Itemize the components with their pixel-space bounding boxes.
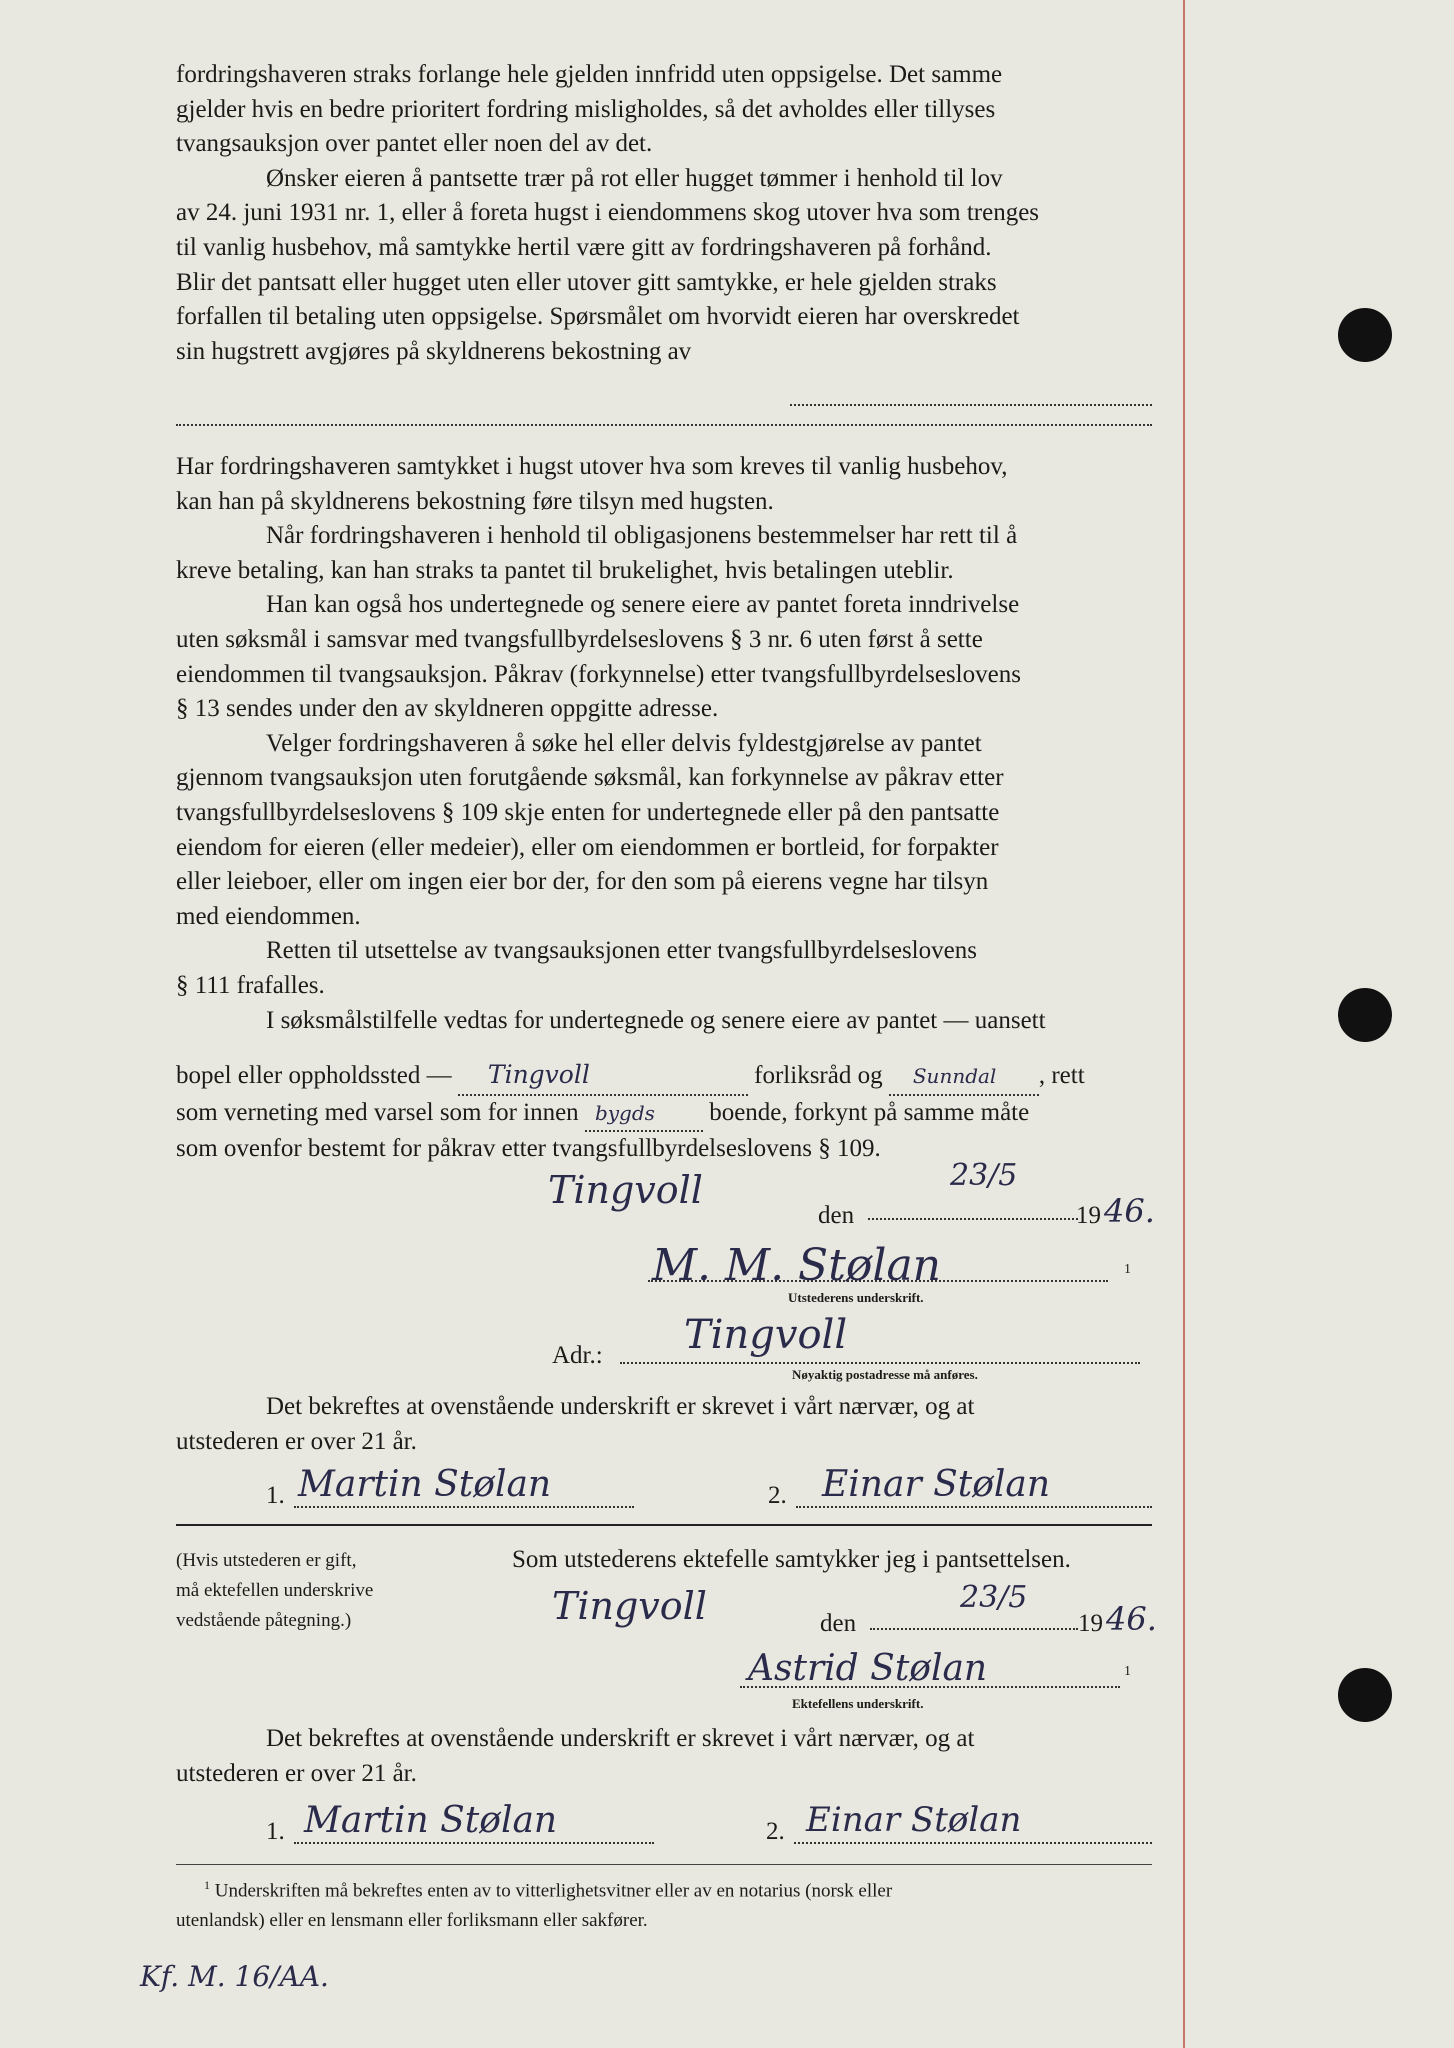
spouse-note-line: (Hvis utstederen er gift, — [176, 1550, 357, 1571]
venue-text-3: som ovenfor bestemt for påkrav etter tvangsfullbyrdelseslovens § 109. — [176, 1135, 881, 1163]
text-line: fordringshaveren straks forlange hele gjelden innfridd uten oppsigelse. Det samme — [176, 61, 1003, 88]
text-line: med eiendommen. — [176, 902, 361, 930]
text-line: Blir det pantsatt eller hugget uten eller utover gitt samtykke, er hele gjelden straks — [176, 268, 997, 296]
handwritten-place: Tingvoll — [548, 1168, 703, 1212]
witness-text-line: Det bekreftes at ovenstående underskrift er skrevet i vårt nærvær, og at — [266, 1393, 975, 1420]
text-line: sin hugstrett avgjøres på skyldnerens bekostning av — [176, 337, 692, 365]
handwritten-year: 46. — [1106, 1600, 1157, 1638]
text-line: kan han på skyldnerens bekostning føre tilsyn med hugsten. — [176, 487, 774, 515]
venue-clause — [176, 1058, 1152, 1167]
spouse-note-line: må ektefellen underskrive — [176, 1580, 374, 1601]
venue-text-1c: , rett — [1038, 1062, 1085, 1089]
footnote-line: Underskriften må bekreftes enten av to vitterlighetsvitner eller av en notarius (norsk eller — [214, 1880, 893, 1902]
witness-number-1: 1. — [266, 1818, 285, 1845]
address-label: Adr.: — [552, 1342, 603, 1369]
blank-dotted-line — [176, 418, 1152, 426]
text-line: § 111 frafalles. — [176, 971, 325, 999]
witness-statement-2 — [176, 1722, 1152, 1791]
footnote-line: utenlandsk) eller en lensmann eller forliksmann eller sakfører. — [176, 1910, 648, 1932]
text-line: Har fordringshaveren samtykket i hugst utover hva som kreves til vanlig husbehov, — [176, 453, 1008, 480]
handwritten-date: 23/5 — [960, 1580, 1028, 1615]
text-line: I søksmålstilfelle vedtas for undertegnede og senere eiere av pantet — uansett — [266, 1006, 1046, 1034]
date-label-den: den — [820, 1610, 857, 1637]
venue-text-2b: boende, forkynt på samme måte — [709, 1098, 1030, 1126]
text-line: til vanlig husbehov, må samtykke hertil være gitt av fordringshaveren på forhånd. — [176, 233, 992, 261]
text-line: Han kan også hos undertegnede og senere eiere av pantet foreta inndrivelse — [266, 591, 1020, 619]
witness-statement-1 — [176, 1390, 1152, 1459]
text-line: eiendom for eieren (eller medeier), eller om eiendommen er bortleid, for forpakter — [176, 833, 999, 861]
handwritten-place: Tingvoll — [552, 1584, 707, 1628]
text-line: eller leieboer, eller om ingen eier bor der, for den som på eierens vegne har tilsyn — [176, 868, 989, 896]
address-caption: Nøyaktig postadresse må anføres. — [792, 1367, 978, 1382]
witness-number-2: 2. — [766, 1818, 785, 1845]
witness-text-line: Det bekreftes at ovenstående underskrift er skrevet i vårt nærvær, og at — [266, 1725, 975, 1752]
body-text-lower — [176, 450, 1152, 1038]
venue-text-1b: forliksråd og — [754, 1062, 883, 1089]
section-divider — [176, 1524, 1152, 1526]
handwritten-date: 23/5 — [950, 1158, 1018, 1193]
witness-number-1: 1. — [266, 1482, 285, 1509]
text-line: av 24. juni 1931 nr. 1, eller å foreta hugst i eiendommens skog utover hva som trenges — [176, 199, 1040, 227]
handwritten-venue-1: Tingvoll — [487, 1060, 590, 1089]
footnote — [176, 1870, 1152, 1936]
witness-text-line: utstederen er over 21 år. — [176, 1759, 417, 1787]
spouse-note — [176, 1546, 373, 1636]
footnote-ref: 1 — [1124, 1664, 1131, 1679]
handwritten-year: 46. — [1104, 1192, 1155, 1230]
venue-text-1a: bopel eller oppholdssted — — [176, 1062, 452, 1089]
punch-hole — [1338, 308, 1392, 362]
witness-signature-1: Martin Stølan — [298, 1464, 552, 1505]
witness-number-2: 2. — [768, 1482, 787, 1509]
footnote-ref: 1 — [1124, 1262, 1131, 1277]
handwritten-bottom-note: Kf. M. 16/AA. — [140, 1960, 329, 1993]
witness-signature-2: Einar Stølan — [822, 1464, 1051, 1505]
text-line: forfallen til betaling uten oppsigelse. Spørsmålet om hvorvidt eieren har overskredet — [176, 303, 1020, 331]
text-line: tvangsfullbyrdelseslovens § 109 skje enten for undertegnede eller på den pantsatte — [176, 798, 1000, 826]
text-line: Når fordringshaveren i henhold til obligasjonens bestemmelser har rett til å — [266, 522, 1018, 550]
witness-signature-1: Martin Stølan — [304, 1800, 558, 1841]
venue-text-2a: som verneting med varsel som for innen — [176, 1098, 579, 1126]
spouse-note-line: vedstående påtegning.) — [176, 1610, 352, 1631]
year-prefix: 19 — [1078, 1610, 1103, 1637]
witness-signature-2: Einar Stølan — [806, 1800, 1022, 1840]
text-line: gjennom tvangsauksjon uten forutgående søksmål, kan forkynnelse av påkrav etter — [176, 764, 1004, 792]
spouse-consent-text: Som utstederens ektefelle samtykker jeg i pantsettelsen. — [512, 1546, 1071, 1573]
issuer-signature-caption: Utstederens underskrift. — [788, 1290, 924, 1305]
text-line: Velger fordringshaveren å søke hel eller delvis fyldestgjørelse av pantet — [266, 729, 982, 757]
punch-hole — [1338, 988, 1392, 1042]
red-margin-line — [1183, 0, 1185, 2048]
handwritten-venue-2: Sunndal — [912, 1064, 997, 1088]
text-line: Ønsker eieren å pantsette trær på rot eller hugget tømmer i henhold til lov — [266, 164, 1003, 192]
footnote-divider — [176, 1864, 1152, 1865]
witness-text-line: utstederen er over 21 år. — [176, 1427, 417, 1455]
text-line: uten søksmål i samsvar med tvangsfullbyrdelseslovens § 3 nr. 6 uten først å sette — [176, 625, 983, 653]
spouse-signature: Astrid Stølan — [748, 1648, 988, 1689]
date-label-den: den — [818, 1202, 855, 1229]
issuer-signature: M. M. Stølan — [652, 1240, 942, 1291]
handwritten-address: Tingvoll — [684, 1312, 848, 1358]
text-line: § 13 sendes under den av skyldneren oppgitte adresse. — [176, 695, 719, 723]
footnote-mark: 1 — [204, 1878, 210, 1892]
text-line: eiendommen til tvangsauksjon. Påkrav (forkynnelse) etter tvangsfullbyrdelseslovens — [176, 660, 1021, 688]
text-line: kreve betaling, kan han straks ta pantet til brukelighet, hvis betalingen uteblir. — [176, 556, 954, 584]
handwritten-bygds: bygds — [594, 1100, 655, 1125]
text-line: tvangsauksjon over pantet eller noen del av det. — [176, 130, 653, 158]
year-prefix: 19 — [1076, 1202, 1101, 1229]
spouse-signature-caption: Ektefellens underskrift. — [792, 1696, 924, 1711]
blank-dotted-field — [790, 378, 1152, 406]
text-line: Retten til utsettelse av tvangsauksjonen etter tvangsfullbyrdelseslovens — [266, 937, 977, 965]
text-line: gjelder hvis en bedre prioritert fordring misligholdes, så det avholdes eller tillyses — [176, 95, 996, 123]
body-text-upper — [176, 58, 1152, 369]
punch-hole — [1338, 1668, 1392, 1722]
